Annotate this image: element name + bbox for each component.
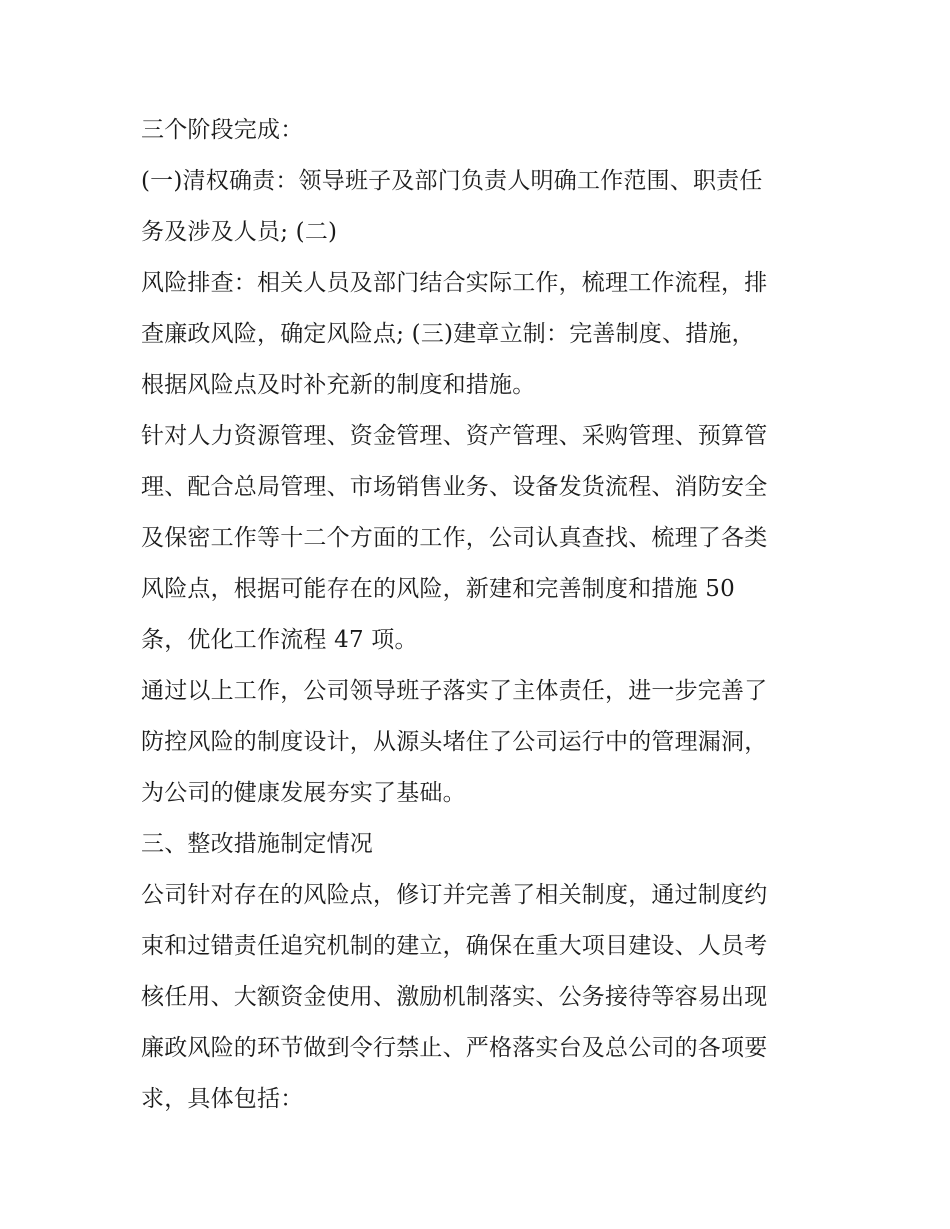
paragraph-line: 及保密工作等十二个方面的工作，公司认真查找、梳理了各类	[141, 525, 768, 551]
paragraph-line: 防控风险的制度设计，从源头堵住了公司运行中的管理漏洞，	[141, 729, 768, 755]
paragraph-line: 求，具体包括：	[141, 1086, 304, 1112]
paragraph-line: 风险排查：相关人员及部门结合实际工作，梳理工作流程，排	[141, 270, 768, 296]
section-heading: 三、整改措施制定情况	[141, 831, 373, 857]
paragraph-line: 根据风险点及时补充新的制度和措施。	[141, 372, 536, 398]
paragraph-line: 风险点，根据可能存在的风险，新建和完善制度和措施 50	[141, 576, 735, 602]
paragraph-line: 廉政风险的环节做到令行禁止、严格落实台及总公司的各项要	[141, 1035, 768, 1061]
paragraph-line: 针对人力资源管理、资金管理、资产管理、采购管理、预算管	[141, 423, 768, 449]
paragraph-line: 为公司的健康发展夯实了基础。	[141, 780, 466, 806]
paragraph-line: 务及涉及人员; (二)	[141, 219, 338, 245]
paragraph-line: 束和过错责任追究机制的建立，确保在重大项目建设、人员考	[141, 933, 768, 959]
paragraph-line: 三个阶段完成：	[141, 117, 304, 143]
paragraph-line: 查廉政风险，确定风险点; (三)建章立制：完善制度、措施，	[141, 321, 755, 347]
paragraph-line: 通过以上工作，公司领导班子落实了主体责任，进一步完善了	[141, 678, 768, 704]
paragraph-line: 理、配合总局管理、市场销售业务、设备发货流程、消防安全	[141, 474, 768, 500]
paragraph-line: (一)清权确责：领导班子及部门负责人明确工作范围、职责任	[141, 168, 763, 194]
paragraph-line: 核任用、大额资金使用、激励机制落实、公务接待等容易出现	[141, 984, 768, 1010]
paragraph-line: 条，优化工作流程 47 项。	[141, 627, 418, 653]
paragraph-line: 公司针对存在的风险点，修订并完善了相关制度，通过制度约	[141, 882, 768, 908]
document-body	[141, 112, 821, 1132]
